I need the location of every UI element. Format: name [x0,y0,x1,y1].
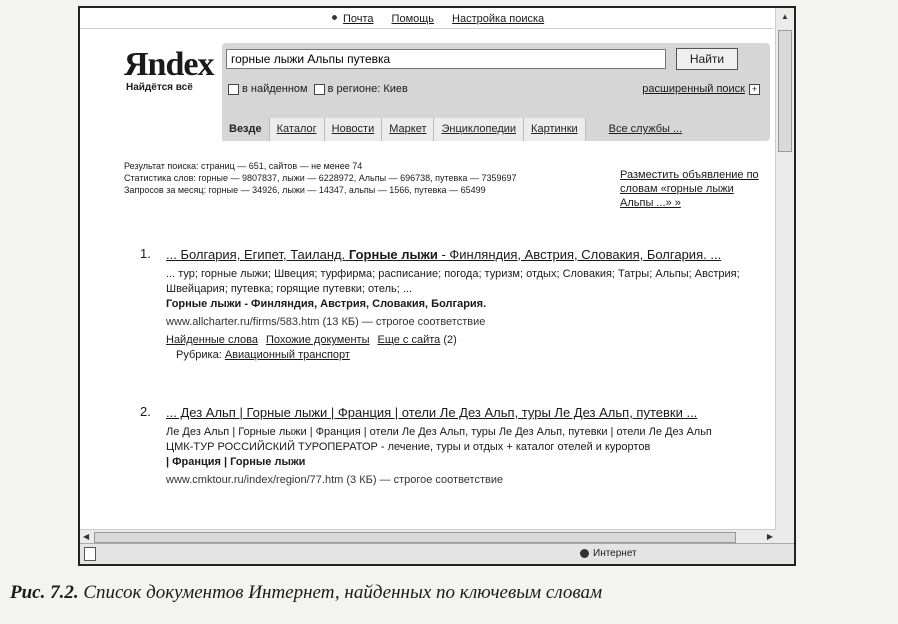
result-title-link[interactable]: ... Дез Альп | Горные лыжи | Франция | отели Ле Дез Альп, туры Ле Дез Альп, путевки ... [166,405,698,420]
similar-docs-link[interactable]: Похожие документы [265,334,370,346]
tab-images[interactable]: Картинки [524,118,586,141]
result-number: 1. [140,246,151,261]
stats-words: Статистика слов: горные — 9807837, лыжи — 6228972, Альпы — 696738, путевка — 7359697 [124,173,517,183]
result-url: www.allcharter.ru/firms/583.htm (13 КБ) — строгое соответствие [166,316,486,328]
browser-window [78,6,796,566]
tab-encyclopedias[interactable]: Энциклопедии [434,118,524,141]
globe-icon [580,549,589,558]
rubric-link[interactable]: Авиационный транспорт [224,349,350,361]
search-stats [124,160,554,196]
search-result [140,246,740,363]
figure-caption: Рис. 7.2. Список документов Интернет, найденных по ключевым словам [10,582,603,603]
logo-title: Яndex [124,46,214,83]
vertical-scroll-thumb[interactable] [778,30,792,152]
stats-results: Результат поиска: страниц — 651, сайтов — не менее 74 [124,161,363,171]
advanced-search-link[interactable]: расширенный поиск [642,83,745,95]
page-icon [84,547,96,561]
status-bar [80,543,794,564]
security-zone: Интернет [593,548,637,559]
result-snippet: ... тур; горные лыжи; Швеция; турфирма; расписание; погода; туризм; отдых; Словакия; Татры; Альпы; Австрия; Швейцария; путевка; горящие путевки; отель; ... [166,268,740,295]
yandex-logo[interactable] [124,48,213,93]
more-from-site-link[interactable]: Еще с сайта [377,334,441,346]
result-snippet: Ле Дез Альп | Горные лыжи | Франция | отели Ле Дез Альп, туры Ле Дез Альп, путевки | отели Ле Дез Альп ЦМК-ТУР РОССИЙСКИЙ ТУРОПЕРАТОР - лечение, туры и отдых + каталог отелей и курортов [166,426,712,453]
service-tabs [222,115,770,141]
mail-link[interactable]: Почта [330,13,374,25]
mail-icon [330,13,339,22]
find-button[interactable]: Найти [676,48,738,70]
top-links-bar [80,8,774,29]
search-settings-link[interactable]: Настройка поиска [452,13,545,25]
result-url: www.cmktour.ru/index/region/77.htm (3 КБ) — строгое соответствие [166,474,504,486]
logo-slogan: Найдётся всё [126,82,193,93]
help-link[interactable]: Помощь [391,13,435,25]
search-panel [222,43,770,141]
vertical-scrollbar[interactable]: ▲ [775,8,794,544]
tab-catalog[interactable]: Каталог [270,118,325,141]
all-services-link[interactable]: Все службы ... [608,123,683,135]
found-words-link[interactable]: Найденные слова [166,334,258,346]
search-input[interactable] [226,49,666,69]
result-title-link[interactable]: ... Болгария, Египет, Таиланд. Горные лыжи - Финляндия, Австрия, Словакия, Болгария. ... [166,247,722,262]
tab-market[interactable]: Маркет [382,118,434,141]
result-snippet-bold: | Франция | Горные лыжи [166,456,306,468]
horizontal-scroll-thumb[interactable] [94,532,736,543]
more-count: (2) [443,334,457,346]
in-found-checkbox[interactable]: в найденном [228,83,308,95]
horizontal-scrollbar[interactable]: ◀ ▶ [80,529,776,544]
search-result [140,404,740,488]
rubric-label: Рубрика: [176,349,222,361]
in-region-checkbox[interactable]: в регионе: Киев [314,83,408,95]
place-ad-link[interactable]: Разместить объявление по словам «горные лыжи Альпы ...» » [620,169,759,209]
tab-everywhere[interactable]: Везде [222,118,270,141]
expand-plus-icon[interactable]: + [749,84,760,95]
tab-news[interactable]: Новости [325,118,383,141]
result-number: 2. [140,404,151,419]
stats-monthly: Запросов за месяц: горные — 34926, лыжи — 14347, альпы — 1566, путевка — 65499 [124,185,486,195]
result-snippet-bold: Горные лыжи - Финляндия, Австрия, Словакия, Болгария. [166,298,487,310]
